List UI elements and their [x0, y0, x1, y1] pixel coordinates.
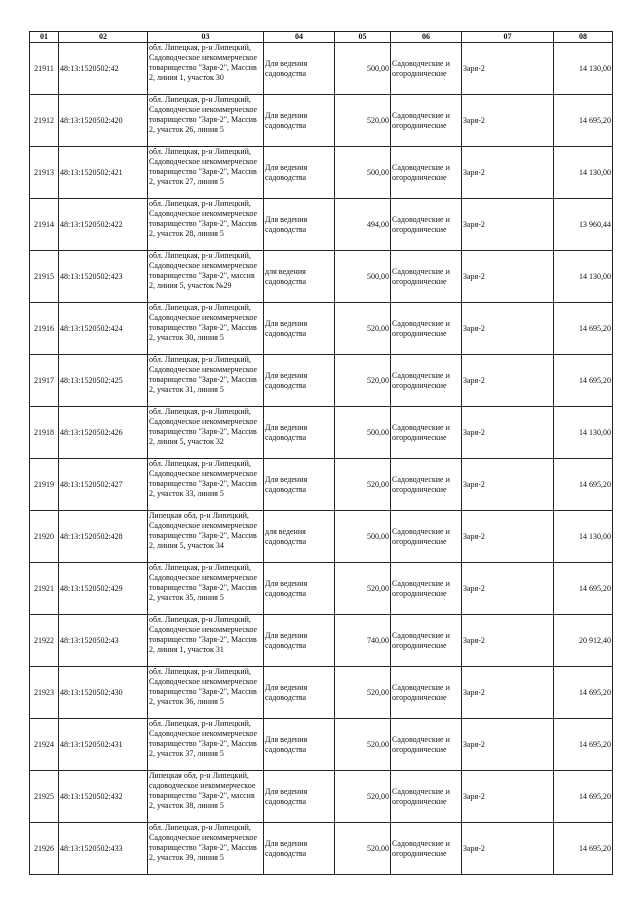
- column-header: 05: [335, 32, 391, 43]
- row-number: 21911: [30, 43, 59, 95]
- column-header: 07: [462, 32, 554, 43]
- area-cell: 520,00: [335, 667, 391, 719]
- name-cell: Заря-2: [462, 563, 554, 615]
- cadastral-number: 48:13:1520502:421: [59, 147, 148, 199]
- address-text: Липецкая обл, р-н Липецкий, Садоводческое некоммерческое товарищество "Заря-2", Массив 2, линия 5, участок 34: [149, 511, 258, 550]
- table-row: [30, 303, 613, 355]
- value-cell: 13 960,44: [554, 199, 613, 251]
- area-cell: 500,00: [335, 251, 391, 303]
- address-text: обл. Липецкая, р-н Липецкий, Садоводческое некоммерческое товарищество "Заря-2", Массив 2, участок 36, линия 5: [149, 667, 258, 706]
- purpose-cell: для ведения садоводства: [264, 511, 335, 563]
- row-number: 21919: [30, 459, 59, 511]
- area-cell: 520,00: [335, 563, 391, 615]
- cadastral-number: 48:13:1520502:427: [59, 459, 148, 511]
- address-text: обл. Липецкая, р-н Липецкий, Садоводческое некоммерческое товарищество "Заря-2", массив 2, линия 5, участок №29: [149, 251, 258, 290]
- land-registry-table: [29, 31, 613, 875]
- category-cell: Садоводческие и огороднические: [391, 823, 462, 875]
- address-text: обл. Липецкая, р-н Липецкий, Садоводческое некоммерческое товарищество "Заря-2", Массив 2, участок 37, линия 5: [149, 719, 258, 758]
- address-text: обл. Липецкая, р-н Липецкий, Садоводческое некоммерческое товарищество "Заря-2", Массив 2, линия 1, участок 31: [149, 615, 258, 654]
- category-cell: Садоводческие и огороднические: [391, 667, 462, 719]
- name-cell: Заря-2: [462, 251, 554, 303]
- address-cell: [148, 615, 264, 667]
- category-cell: Садоводческие и огороднические: [391, 615, 462, 667]
- cadastral-number: 48:13:1520502:431: [59, 719, 148, 771]
- row-number: 21915: [30, 251, 59, 303]
- value-cell: 14 695,20: [554, 303, 613, 355]
- area-cell: 500,00: [335, 407, 391, 459]
- cadastral-number: 48:13:1520502:424: [59, 303, 148, 355]
- table-row: [30, 251, 613, 303]
- category-cell: Садоводческие и огороднические: [391, 355, 462, 407]
- table-row: [30, 43, 613, 95]
- address-text: Липецкая обл, р-н Липецкий, садоводческое некоммерческое товарищество "Заря-2", массив 2, участок 38, линия 5: [149, 771, 256, 810]
- value-cell: 14 695,20: [554, 771, 613, 823]
- cadastral-number: 48:13:1520502:428: [59, 511, 148, 563]
- value-cell: 14 130,00: [554, 147, 613, 199]
- area-cell: 500,00: [335, 511, 391, 563]
- category-cell: Садоводческие и огороднические: [391, 199, 462, 251]
- value-cell: 14 130,00: [554, 251, 613, 303]
- category-cell: Садоводческие и огороднические: [391, 407, 462, 459]
- table-row: [30, 719, 613, 771]
- value-cell: 14 695,20: [554, 355, 613, 407]
- category-cell: Садоводческие и огороднические: [391, 303, 462, 355]
- area-cell: 520,00: [335, 459, 391, 511]
- area-cell: 500,00: [335, 43, 391, 95]
- area-cell: 520,00: [335, 95, 391, 147]
- purpose-cell: Для ведения садоводства: [264, 303, 335, 355]
- address-text: обл. Липецкая, р-н Липецкий, Садоводческое некоммерческое товарищество "Заря-2", Массив 2, участок 30, линия 5: [149, 303, 258, 342]
- column-header: 02: [59, 32, 148, 43]
- row-number: 21921: [30, 563, 59, 615]
- purpose-cell: Для ведения садоводства: [264, 667, 335, 719]
- address-cell: [148, 147, 264, 199]
- area-cell: 494,00: [335, 199, 391, 251]
- cadastral-number: 48:13:1520502:433: [59, 823, 148, 875]
- purpose-cell: Для ведения садоводства: [264, 615, 335, 667]
- column-header: 01: [30, 32, 59, 43]
- purpose-cell: для ведения садоводства: [264, 251, 335, 303]
- purpose-cell: Для ведения садоводства: [264, 95, 335, 147]
- area-cell: 520,00: [335, 355, 391, 407]
- category-cell: Садоводческие и огороднические: [391, 251, 462, 303]
- row-number: 21914: [30, 199, 59, 251]
- value-cell: 14 130,00: [554, 43, 613, 95]
- address-text: обл. Липецкая, р-н Липецкий, Садоводческое некоммерческое товарищество "Заря-2", Массив 2, участок 27, линия 5: [149, 147, 258, 186]
- area-cell: 520,00: [335, 823, 391, 875]
- category-cell: Садоводческие и огороднические: [391, 563, 462, 615]
- area-cell: 740,00: [335, 615, 391, 667]
- address-cell: [148, 43, 264, 95]
- table-row: [30, 563, 613, 615]
- header-row: [30, 32, 613, 43]
- value-cell: 14 695,20: [554, 95, 613, 147]
- address-cell: [148, 563, 264, 615]
- column-header: 03: [148, 32, 264, 43]
- name-cell: Заря-2: [462, 459, 554, 511]
- category-cell: Садоводческие и огороднические: [391, 43, 462, 95]
- address-text: обл. Липецкая, р-н Липецкий, Садоводческое некоммерческое товарищество "Заря-2", Массив 2, линия 5, участок 32: [149, 407, 258, 446]
- category-cell: Садоводческие и огороднические: [391, 95, 462, 147]
- row-number: 21918: [30, 407, 59, 459]
- category-cell: Садоводческие и огороднические: [391, 147, 462, 199]
- row-number: 21920: [30, 511, 59, 563]
- table-body: [30, 43, 613, 875]
- value-cell: 14 695,20: [554, 459, 613, 511]
- name-cell: Заря-2: [462, 771, 554, 823]
- table-row: [30, 615, 613, 667]
- name-cell: Заря-2: [462, 147, 554, 199]
- name-cell: Заря-2: [462, 615, 554, 667]
- value-cell: 14 130,00: [554, 511, 613, 563]
- address-cell: [148, 95, 264, 147]
- address-cell: [148, 355, 264, 407]
- address-text: обл. Липецкая, р-н Липецкий, Садоводческое некоммерческое товарищество "Заря-2", Массив 2, участок 35, линия 5: [149, 563, 258, 602]
- cadastral-number: 48:13:1520502:429: [59, 563, 148, 615]
- cadastral-number: 48:13:1520502:423: [59, 251, 148, 303]
- row-number: 21916: [30, 303, 59, 355]
- name-cell: Заря-2: [462, 407, 554, 459]
- name-cell: Заря-2: [462, 823, 554, 875]
- purpose-cell: Для ведения садоводства: [264, 407, 335, 459]
- table-row: [30, 95, 613, 147]
- name-cell: Заря-2: [462, 355, 554, 407]
- address-cell: [148, 511, 264, 563]
- address-text: обл. Липецкая, р-н Липецкий, Садоводческое некоммерческое товарищество "Заря-2", Массив 2, участок 31, линия 5: [149, 355, 258, 394]
- area-cell: 520,00: [335, 303, 391, 355]
- purpose-cell: Для ведения садоводства: [264, 563, 335, 615]
- cadastral-number: 48:13:1520502:426: [59, 407, 148, 459]
- address-cell: [148, 771, 264, 823]
- area-cell: 520,00: [335, 719, 391, 771]
- area-cell: 520,00: [335, 771, 391, 823]
- row-number: 21913: [30, 147, 59, 199]
- cadastral-number: 48:13:1520502:420: [59, 95, 148, 147]
- value-cell: 14 695,20: [554, 667, 613, 719]
- address-cell: [148, 667, 264, 719]
- purpose-cell: Для ведения садоводства: [264, 147, 335, 199]
- row-number: 21912: [30, 95, 59, 147]
- category-cell: Садоводческие и огороднические: [391, 511, 462, 563]
- address-cell: [148, 459, 264, 511]
- purpose-cell: Для ведения садоводства: [264, 43, 335, 95]
- address-text: обл. Липецкая, р-н Липецкий, Садоводческое некоммерческое товарищество "Заря-2", Массив 2, участок 26, линия 5: [149, 95, 258, 134]
- address-cell: [148, 199, 264, 251]
- table-row: [30, 823, 613, 875]
- row-number: 21924: [30, 719, 59, 771]
- address-text: обл. Липецкая, р-н Липецкий, Садоводческое некоммерческое товарищество "Заря-2", Массив 2, участок 39, линия 5: [149, 823, 258, 862]
- table-row: [30, 147, 613, 199]
- table-row: [30, 459, 613, 511]
- purpose-cell: Для ведения садоводства: [264, 355, 335, 407]
- purpose-cell: Для ведения садоводства: [264, 459, 335, 511]
- address-cell: [148, 823, 264, 875]
- cadastral-number: 48:13:1520502:425: [59, 355, 148, 407]
- name-cell: Заря-2: [462, 43, 554, 95]
- name-cell: Заря-2: [462, 719, 554, 771]
- table-row: [30, 511, 613, 563]
- table-row: [30, 407, 613, 459]
- cadastral-number: 48:13:1520502:43: [59, 615, 148, 667]
- value-cell: 14 695,20: [554, 563, 613, 615]
- name-cell: Заря-2: [462, 511, 554, 563]
- value-cell: 14 695,20: [554, 823, 613, 875]
- address-text: обл. Липецкая, р-н Липецкий, Садоводческое некоммерческое товарищество "Заря-2", Массив 2, линия 1, участок 30: [149, 43, 258, 82]
- purpose-cell: Для ведения садоводства: [264, 771, 335, 823]
- row-number: 21923: [30, 667, 59, 719]
- value-cell: 14 695,20: [554, 719, 613, 771]
- address-text: обл. Липецкая, р-н Липецкий, Садоводческое некоммерческое товарищество "Заря-2", Массив 2, участок 33, линия 5: [149, 459, 258, 498]
- row-number: 21922: [30, 615, 59, 667]
- category-cell: Садоводческие и огороднические: [391, 771, 462, 823]
- purpose-cell: Для ведения садоводства: [264, 719, 335, 771]
- value-cell: 14 130,00: [554, 407, 613, 459]
- address-cell: [148, 303, 264, 355]
- row-number: 21925: [30, 771, 59, 823]
- purpose-cell: Для ведения садоводства: [264, 823, 335, 875]
- address-cell: [148, 407, 264, 459]
- address-cell: [148, 719, 264, 771]
- cadastral-number: 48:13:1520502:430: [59, 667, 148, 719]
- purpose-cell: Для ведения садоводства: [264, 199, 335, 251]
- table-row: [30, 771, 613, 823]
- category-cell: Садоводческие и огороднические: [391, 459, 462, 511]
- table-row: [30, 355, 613, 407]
- cadastral-number: 48:13:1520502:422: [59, 199, 148, 251]
- column-header: 04: [264, 32, 335, 43]
- area-cell: 500,00: [335, 147, 391, 199]
- table-row: [30, 667, 613, 719]
- row-number: 21917: [30, 355, 59, 407]
- name-cell: Заря-2: [462, 667, 554, 719]
- column-header: 08: [554, 32, 613, 43]
- row-number: 21926: [30, 823, 59, 875]
- category-cell: Садоводческие и огороднические: [391, 719, 462, 771]
- cadastral-number: 48:13:1520502:432: [59, 771, 148, 823]
- table-row: [30, 199, 613, 251]
- name-cell: Заря-2: [462, 303, 554, 355]
- value-cell: 20 912,40: [554, 615, 613, 667]
- name-cell: Заря-2: [462, 95, 554, 147]
- name-cell: Заря-2: [462, 199, 554, 251]
- address-text: обл. Липецкая, р-н Липецкий, Садоводческое некоммерческое товарищество "Заря-2", Массив 2, участок 28, линия 5: [149, 199, 258, 238]
- cadastral-number: 48:13:1520502:42: [59, 43, 148, 95]
- address-cell: [148, 251, 264, 303]
- column-header: 06: [391, 32, 462, 43]
